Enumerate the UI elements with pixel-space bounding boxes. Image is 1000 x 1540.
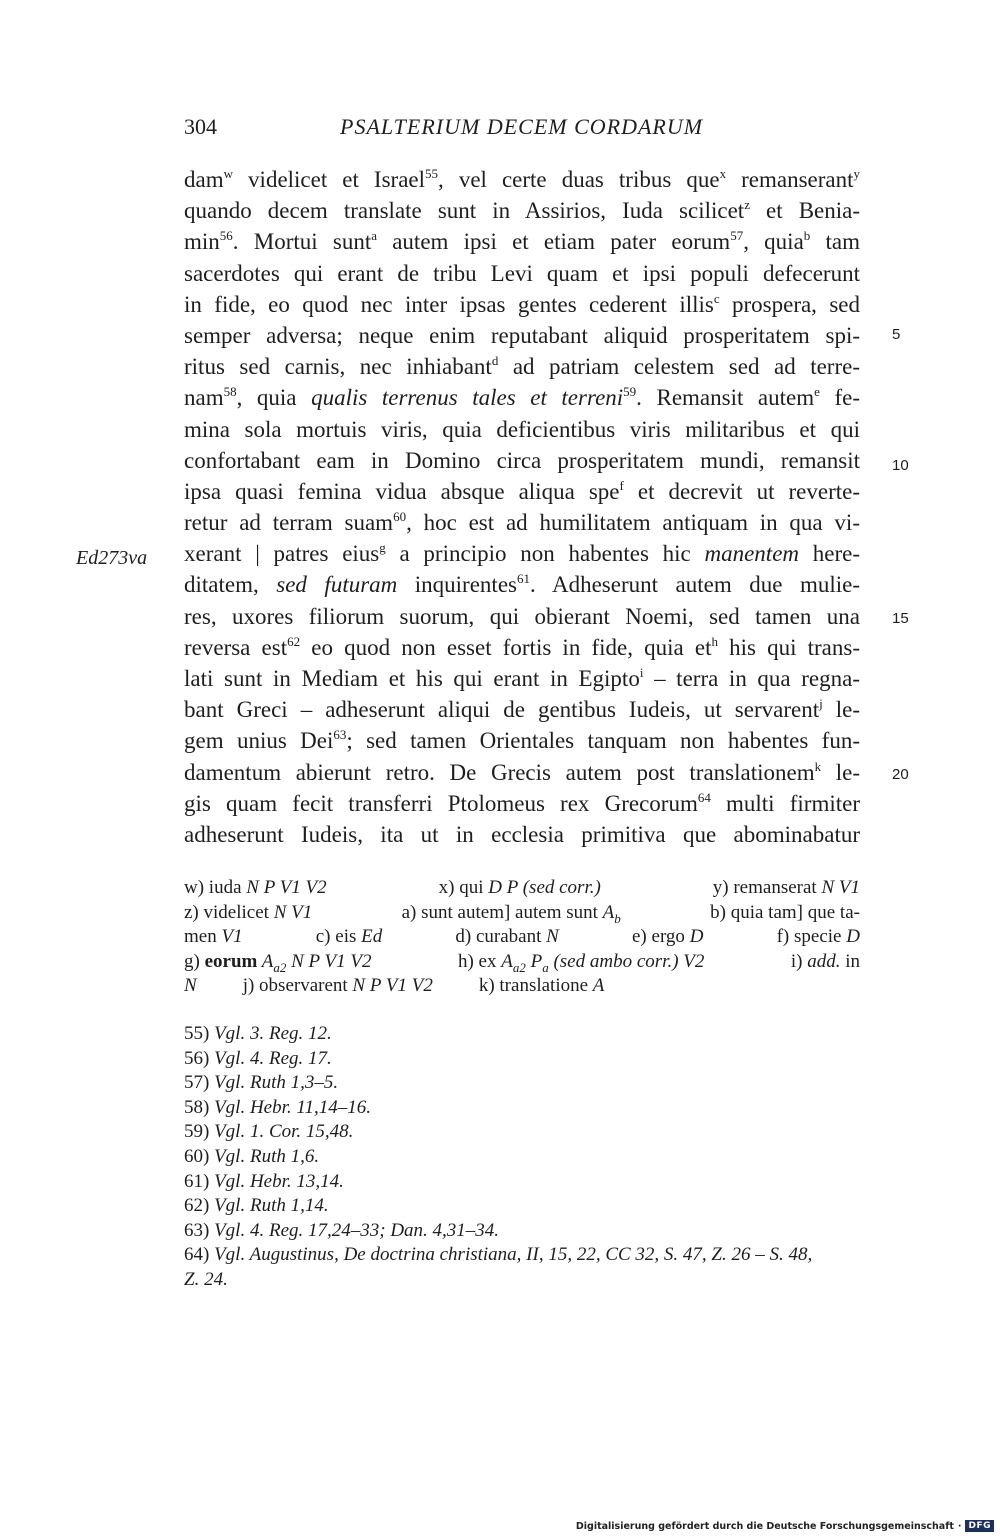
footnote-number: 56): [184, 1047, 215, 1069]
text-line: quando decem translate sunt in Assirios, Iuda scilicet$^z$ et Benia-: [184, 197, 860, 224]
text-line: ditatem, sed futuram inquirentes$^{61}$. Adheserunt autem due mulie-: [184, 571, 860, 598]
text-line: sacerdotes qui erant de tribu Levi quam et ipsi populi defecerunt: [184, 260, 860, 286]
siglum-subscript: b: [614, 910, 621, 926]
siglum: N P V1 V2: [352, 975, 433, 997]
apparatus-entry: k) translatione A: [478, 975, 605, 997]
footnote-marker: c: [713, 290, 720, 306]
text-line: xerant | patres eius$^g$ a principio non habentes hic manentem here-: [184, 540, 860, 567]
footnote-reference: Z. 24.: [184, 1268, 228, 1290]
apparatus-entry: z) videlicet N V1: [184, 901, 313, 923]
footnote-marker: b: [803, 228, 811, 244]
text-line: ipsa quasi femina vidua absque aliqua spe$^f$ et decrevit ut reverte-: [184, 477, 861, 504]
siglum-subscript: a2: [273, 959, 287, 975]
footnote-marker: 60: [393, 509, 407, 525]
footnote-marker: g: [379, 540, 386, 556]
apparatus-line: [184, 974, 860, 999]
footnote-marker: 64: [697, 789, 711, 805]
footnote-marker: 59: [623, 384, 637, 400]
footnote-number: 57): [184, 1072, 215, 1094]
footnote-number: 60): [184, 1145, 215, 1167]
apparatus-entry: d) curabant N: [455, 926, 559, 948]
footnote-reference: Vgl. Ruth 1,6.: [214, 1145, 320, 1167]
footnote: [184, 1120, 874, 1145]
critical-apparatus: [184, 876, 860, 999]
footnotes: [184, 1022, 874, 1293]
footnote-marker: 56: [219, 228, 233, 244]
apparatus-entry: b) quia tam] que ta-: [710, 901, 860, 923]
siglum: (sed ambo corr.) V2: [548, 950, 705, 972]
funding-credit-text: Digitalisierung gefördert durch die Deutsche Forschungsgemeinschaft: [575, 1520, 954, 1532]
apparatus-entry: w) iuda N P V1 V2: [184, 877, 327, 898]
footnote-reference: Vgl. Ruth 1,14.: [214, 1195, 329, 1217]
footnote-reference: Vgl. 4. Reg. 17.: [214, 1047, 332, 1069]
footnote: [184, 1194, 874, 1219]
lemma: eorum: [204, 950, 258, 972]
text-line: dam$^w$ videlicet et Israel$^{55}$, vel certe duas tribus que$^x$ remanserant$^y$: [184, 166, 860, 192]
text-line: ritus sed carnis, nec inhiabant$^d$ ad patriam celestem sed ad terre-: [184, 353, 860, 380]
running-title: PSALTERIUM DECEM CORDARUM: [340, 114, 704, 139]
footnote-marker: h: [711, 633, 718, 649]
funding-credit: [576, 1520, 994, 1532]
footnote-marker: 63: [333, 727, 347, 743]
text-line: confortabant eam in Domino circa prosperitatem mundi, remansit: [184, 447, 860, 473]
siglum: D: [689, 926, 704, 948]
siglum: add.: [807, 950, 841, 972]
siglum: N V1: [273, 901, 313, 923]
quotation: manentem: [704, 541, 800, 567]
dfg-logo-icon: DFG: [965, 1520, 994, 1532]
footnote: [184, 1219, 874, 1244]
footnote-reference: Vgl. Hebr. 11,14–16.: [214, 1096, 371, 1118]
apparatus-entry: x) qui D P (sed corr.): [438, 877, 601, 898]
footnote-reference: Vgl. Hebr. 13,14.: [214, 1170, 344, 1192]
siglum: N V1: [821, 877, 860, 898]
siglum: Ed: [361, 926, 383, 948]
apparatus-line: [184, 901, 860, 926]
text-line: gem unius Dei$^{63}$; sed tamen Orientales tanquam non habentes fun-: [184, 727, 860, 754]
margin-note: Ed273va: [76, 547, 148, 569]
text-line: gis quam fecit transferri Ptolomeus rex Grecorum$^{64}$ multi firmiter: [184, 789, 860, 816]
line-number: 20: [892, 766, 909, 783]
siglum: V1: [221, 926, 243, 948]
footnote-number: 55): [184, 1023, 215, 1044]
footnote: [184, 1096, 874, 1121]
text-line: adheserunt Iudeis, ita ut in ecclesia primitiva que abominabatur: [184, 821, 860, 847]
footnote: [184, 1268, 874, 1293]
siglum: N: [184, 975, 197, 997]
footnote: [184, 1145, 874, 1170]
footnote-marker: a: [371, 228, 377, 244]
footnote-number: 63): [184, 1219, 215, 1241]
text-line: mina sola mortuis viris, quia deficientibus viris militaribus et qui: [184, 416, 860, 442]
footnote-marker: 62: [287, 633, 301, 649]
footnote: [184, 1243, 874, 1268]
line-number: 5: [892, 326, 901, 343]
line-number: 10: [892, 457, 909, 474]
siglum: D P (sed corr.): [488, 877, 601, 898]
footnote-marker: i: [639, 665, 644, 680]
apparatus-entry: y) remanserat N V1: [712, 877, 860, 898]
page-number: 304: [184, 114, 217, 139]
siglum: N P V1 V2: [286, 950, 372, 972]
footnote: [184, 1170, 874, 1195]
siglum: A: [592, 975, 605, 997]
text-line: $\min^{56}$. Mortui sunt$^a$ autem ipsi et etiam pater eorum$^{57}$, quia$^b$ tam: [184, 228, 860, 255]
footnote-marker: d: [491, 353, 499, 369]
text-line: retur ad terram suam$^{60}$, hoc est ad humilitatem antiquam in qua vi-: [184, 509, 860, 536]
footnote-marker: 57: [730, 228, 744, 244]
line-number: 15: [892, 610, 909, 627]
apparatus-entry: men V1: [184, 926, 243, 948]
footnote-marker: 55: [425, 166, 439, 181]
footnote-marker: 61: [516, 571, 530, 587]
apparatus-line: [184, 950, 860, 975]
siglum: A: [257, 950, 274, 972]
siglum-subscript: a2: [512, 959, 526, 975]
footnote-number: 59): [184, 1121, 215, 1143]
footnote: [184, 1071, 874, 1096]
footnote-number: 64): [184, 1244, 215, 1266]
apparatus-entry: c) eis Ed: [315, 926, 383, 948]
siglum-subscript: a: [542, 959, 549, 975]
apparatus-entry: g) eorum $A_{a2}$ N P V1 V2: [184, 950, 372, 975]
text-line: damentum abierunt retro. De Grecis autem post translationem$^k$ le-: [184, 758, 860, 785]
footnote-marker: 58: [223, 384, 237, 400]
footnote: [184, 1047, 874, 1072]
apparatus-line: [184, 876, 860, 901]
siglum: A: [602, 901, 615, 923]
main-text: [184, 164, 860, 850]
footnote-number: 61): [184, 1170, 215, 1192]
footnote-marker: e: [814, 384, 820, 400]
footnote: [184, 1022, 874, 1047]
footnote-reference: Vgl. 1. Cor. 15,48.: [214, 1121, 354, 1143]
apparatus-entry: h) ex $A_{a2}$ $P_a$ (sed ambo corr.) V2: [457, 950, 705, 975]
footnote-number: 58): [184, 1096, 215, 1118]
footnote-marker: j: [819, 696, 823, 712]
footnote-number: 62): [184, 1195, 215, 1217]
text-line: lati sunt in Mediam et his qui erant in Egipto$^i$ – terra in qua regna-: [184, 665, 860, 691]
text-line: nam$^{58}$, quia qualis terrenus tales et terreni$^{59}$. Remansit autem$^e$ fe-: [184, 384, 860, 411]
apparatus-entry: i) add. in: [790, 950, 860, 972]
text-line: bant Greci – adheserunt aliqui de gentibus Iudeis, ut servarent$^j$ le-: [184, 696, 860, 723]
quotation: qualis terrenus tales et terreni: [311, 385, 624, 411]
text-line: res, uxores filiorum suorum, qui obierant Noemi, sed tamen una: [184, 603, 860, 629]
footnote-reference: Vgl. Augustinus, De doctrina christiana, II, 15, 22, CC 32, S. 47, Z. 26 – S. 48,: [214, 1244, 813, 1266]
footnote-marker: y: [853, 166, 860, 181]
siglum: N P V1 V2: [246, 877, 327, 898]
siglum: A: [501, 950, 513, 972]
apparatus-entry: j) observarent N P V1 V2: [242, 975, 433, 997]
footnote-marker: x: [719, 166, 727, 181]
dfg-logo: ·: [957, 1520, 962, 1532]
siglum: D: [846, 926, 860, 948]
footnote-reference: Vgl. 4. Reg. 17,24–33; Dan. 4,31–34.: [214, 1219, 500, 1241]
text-line: semper adversa; neque enim reputabant aliquid prosperitatem spi-: [184, 322, 860, 348]
quotation: sed futuram: [276, 572, 398, 598]
siglum: N: [546, 926, 559, 948]
apparatus-entry: a) sunt autem] autem sunt $A_b$: [401, 901, 621, 926]
text-line: in fide, eo quod nec inter ipsas gentes cederent illis$^c$ prospera, sed: [184, 290, 860, 317]
apparatus-entry: e) ergo D: [632, 926, 704, 948]
apparatus-entry: f) specie D: [776, 926, 860, 948]
apparatus-entry: [184, 974, 197, 999]
footnote-reference: Vgl. 3. Reg. 12.: [214, 1023, 332, 1044]
footnote-marker: w: [223, 166, 233, 181]
running-head: [184, 114, 860, 144]
footnote-marker: k: [814, 758, 822, 774]
footnote-marker: f: [619, 477, 624, 493]
text-line: reversa est$^{62}$ eo quod non esset fortis in fide, quia $et^h$ his qui trans-: [184, 633, 861, 660]
apparatus-line: [184, 925, 860, 950]
footnote-reference: Vgl. Ruth 1,3–5.: [214, 1072, 339, 1094]
siglum: P: [525, 950, 543, 972]
footnote-marker: z: [744, 197, 750, 213]
